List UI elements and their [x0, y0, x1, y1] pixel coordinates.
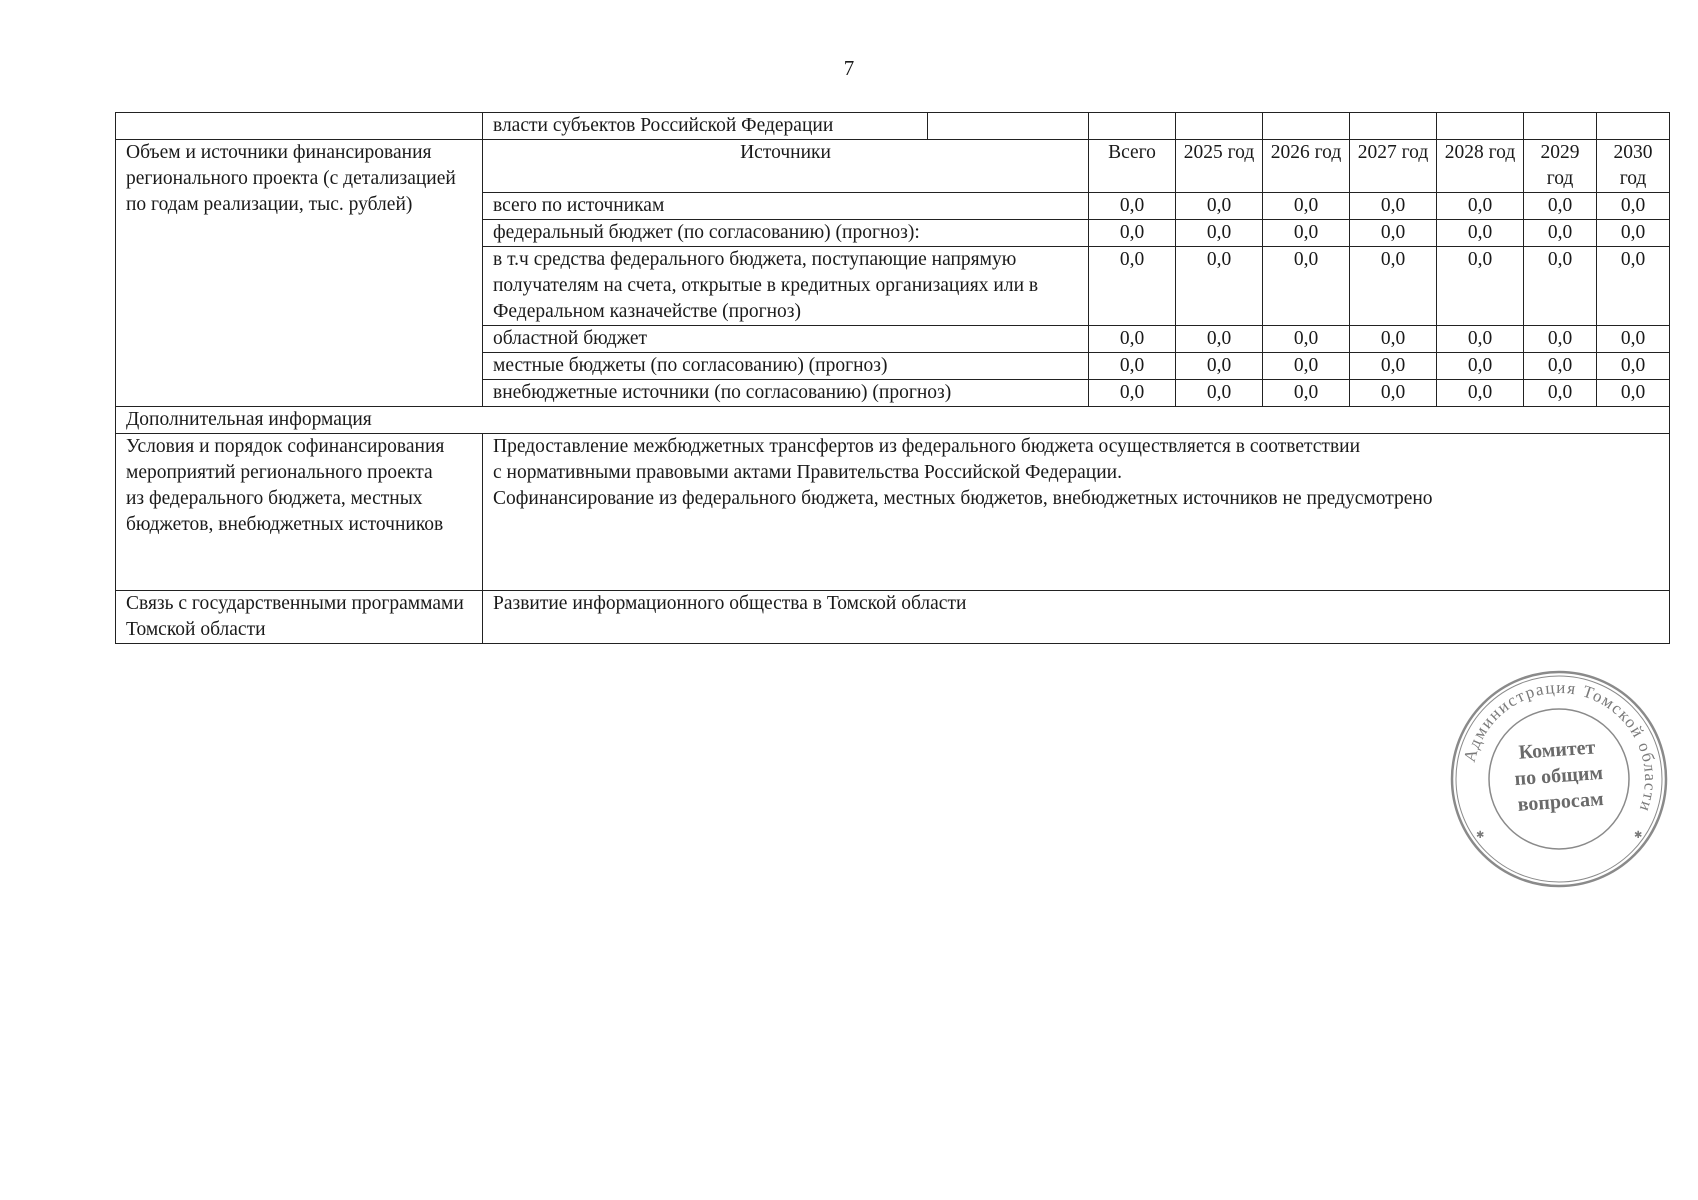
financing-value: 0,0 [1524, 193, 1597, 220]
financing-value: 0,0 [1350, 326, 1437, 353]
financing-value: 0,0 [1437, 220, 1524, 247]
financing-source: внебюджетные источники (по согласованию) (прогноз) [483, 380, 1089, 407]
financing-value: 0,0 [1089, 247, 1176, 326]
financing-value: 0,0 [1524, 380, 1597, 407]
stamp-dot-icon: ✱ [1476, 830, 1485, 841]
financing-value: 0,0 [1524, 326, 1597, 353]
financing-value: 0,0 [1176, 220, 1263, 247]
page-number: 7 [843, 56, 855, 80]
financing-value: 0,0 [1176, 326, 1263, 353]
year-header: 2030 год [1597, 140, 1670, 193]
financing-value: 0,0 [1089, 326, 1176, 353]
financing-value: 0,0 [1437, 353, 1524, 380]
financing-value: 0,0 [1597, 193, 1670, 220]
project-table [115, 112, 1670, 644]
financing-value: 0,0 [1089, 353, 1176, 380]
cofinancing-text: Предоставление межбюджетных трансфертов из федерального бюджета осуществляется в соответствии с нормативными правовыми актами Правительства Российской Федерации. Софинансирование из федерального бюджета, местных бюджетов, внебюджетных источников не предусмотрено [483, 434, 1670, 591]
financing-value: 0,0 [1263, 247, 1350, 326]
financing-value: 0,0 [1437, 193, 1524, 220]
carryover-empty-cell [1089, 113, 1176, 140]
carryover-empty-cell [928, 113, 1089, 140]
financing-value: 0,0 [1176, 380, 1263, 407]
financing-value: 0,0 [1597, 353, 1670, 380]
carryover-empty-cell [1524, 113, 1597, 140]
financing-value: 0,0 [1524, 353, 1597, 380]
financing-source: областной бюджет [483, 326, 1089, 353]
cofinancing-label: Условия и порядок софинансирования мероприятий регионального проекта из федерального бюджета, местных бюджетов, внебюджетных источников [116, 434, 483, 591]
financing-value: 0,0 [1263, 193, 1350, 220]
carryover-empty-cell [1597, 113, 1670, 140]
financing-value: 0,0 [1437, 247, 1524, 326]
year-header: 2029 год [1524, 140, 1597, 193]
financing-value: 0,0 [1524, 220, 1597, 247]
financing-value: 0,0 [1089, 220, 1176, 247]
financing-value: 0,0 [1350, 353, 1437, 380]
financing-value: 0,0 [1176, 193, 1263, 220]
financing-value: 0,0 [1597, 247, 1670, 326]
financing-label: Объем и источники финансирования регионального проекта (с детализацией по годам реализации, тыс. рублей) [116, 140, 483, 407]
financing-value: 0,0 [1263, 380, 1350, 407]
carryover-empty-cell [1176, 113, 1263, 140]
state-programs-label: Связь с государственными программами Томской области [116, 591, 483, 644]
stamp-dot-icon: ✱ [1634, 830, 1643, 841]
sources-header: Источники [483, 140, 1089, 193]
financing-value: 0,0 [1350, 220, 1437, 247]
financing-value: 0,0 [1176, 353, 1263, 380]
financing-value: 0,0 [1437, 326, 1524, 353]
year-header: 2026 год [1263, 140, 1350, 193]
cofinancing-row [116, 434, 1670, 591]
carryover-empty-cell [1437, 113, 1524, 140]
financing-header-row [116, 140, 1670, 193]
financing-source: местные бюджеты (по согласованию) (прогноз) [483, 353, 1089, 380]
carryover-empty-cell [116, 113, 483, 140]
carryover-text: власти субъектов Российской Федерации [483, 113, 928, 140]
official-seal-stamp [1448, 668, 1670, 890]
financing-value: 0,0 [1597, 220, 1670, 247]
additional-info-heading: Дополнительная информация [116, 407, 1670, 434]
financing-value: 0,0 [1437, 380, 1524, 407]
financing-value: 0,0 [1597, 380, 1670, 407]
year-header: 2028 год [1437, 140, 1524, 193]
stamp-line-1: Комитет [1517, 736, 1597, 764]
financing-value: 0,0 [1263, 326, 1350, 353]
stamp-line-2: по общим [1513, 761, 1604, 791]
financing-source: в т.ч средства федерального бюджета, поступающие напрямую получателям на счета, открытые в кредитных организациях или в Федеральном казначействе (прогноз) [483, 247, 1089, 326]
year-header: 2027 год [1350, 140, 1437, 193]
additional-info-row [116, 407, 1670, 434]
carryover-row [116, 113, 1670, 140]
total-header: Всего [1089, 140, 1176, 193]
carryover-empty-cell [1263, 113, 1350, 140]
financing-value: 0,0 [1597, 326, 1670, 353]
state-programs-row [116, 591, 1670, 644]
financing-value: 0,0 [1089, 193, 1176, 220]
carryover-empty-cell [1350, 113, 1437, 140]
financing-value: 0,0 [1350, 193, 1437, 220]
financing-value: 0,0 [1524, 247, 1597, 326]
financing-value: 0,0 [1176, 247, 1263, 326]
financing-source: всего по источникам [483, 193, 1089, 220]
financing-value: 0,0 [1263, 353, 1350, 380]
stamp-ring-text: Администрация Томской области [1459, 677, 1661, 816]
financing-value: 0,0 [1350, 247, 1437, 326]
year-header: 2025 год [1176, 140, 1263, 193]
state-programs-text: Развитие информационного общества в Томской области [483, 591, 1670, 644]
financing-value: 0,0 [1350, 380, 1437, 407]
financing-value: 0,0 [1089, 380, 1176, 407]
financing-value: 0,0 [1263, 220, 1350, 247]
stamp-line-3: вопросам [1516, 787, 1605, 816]
financing-source: федеральный бюджет (по согласованию) (прогноз): [483, 220, 1089, 247]
